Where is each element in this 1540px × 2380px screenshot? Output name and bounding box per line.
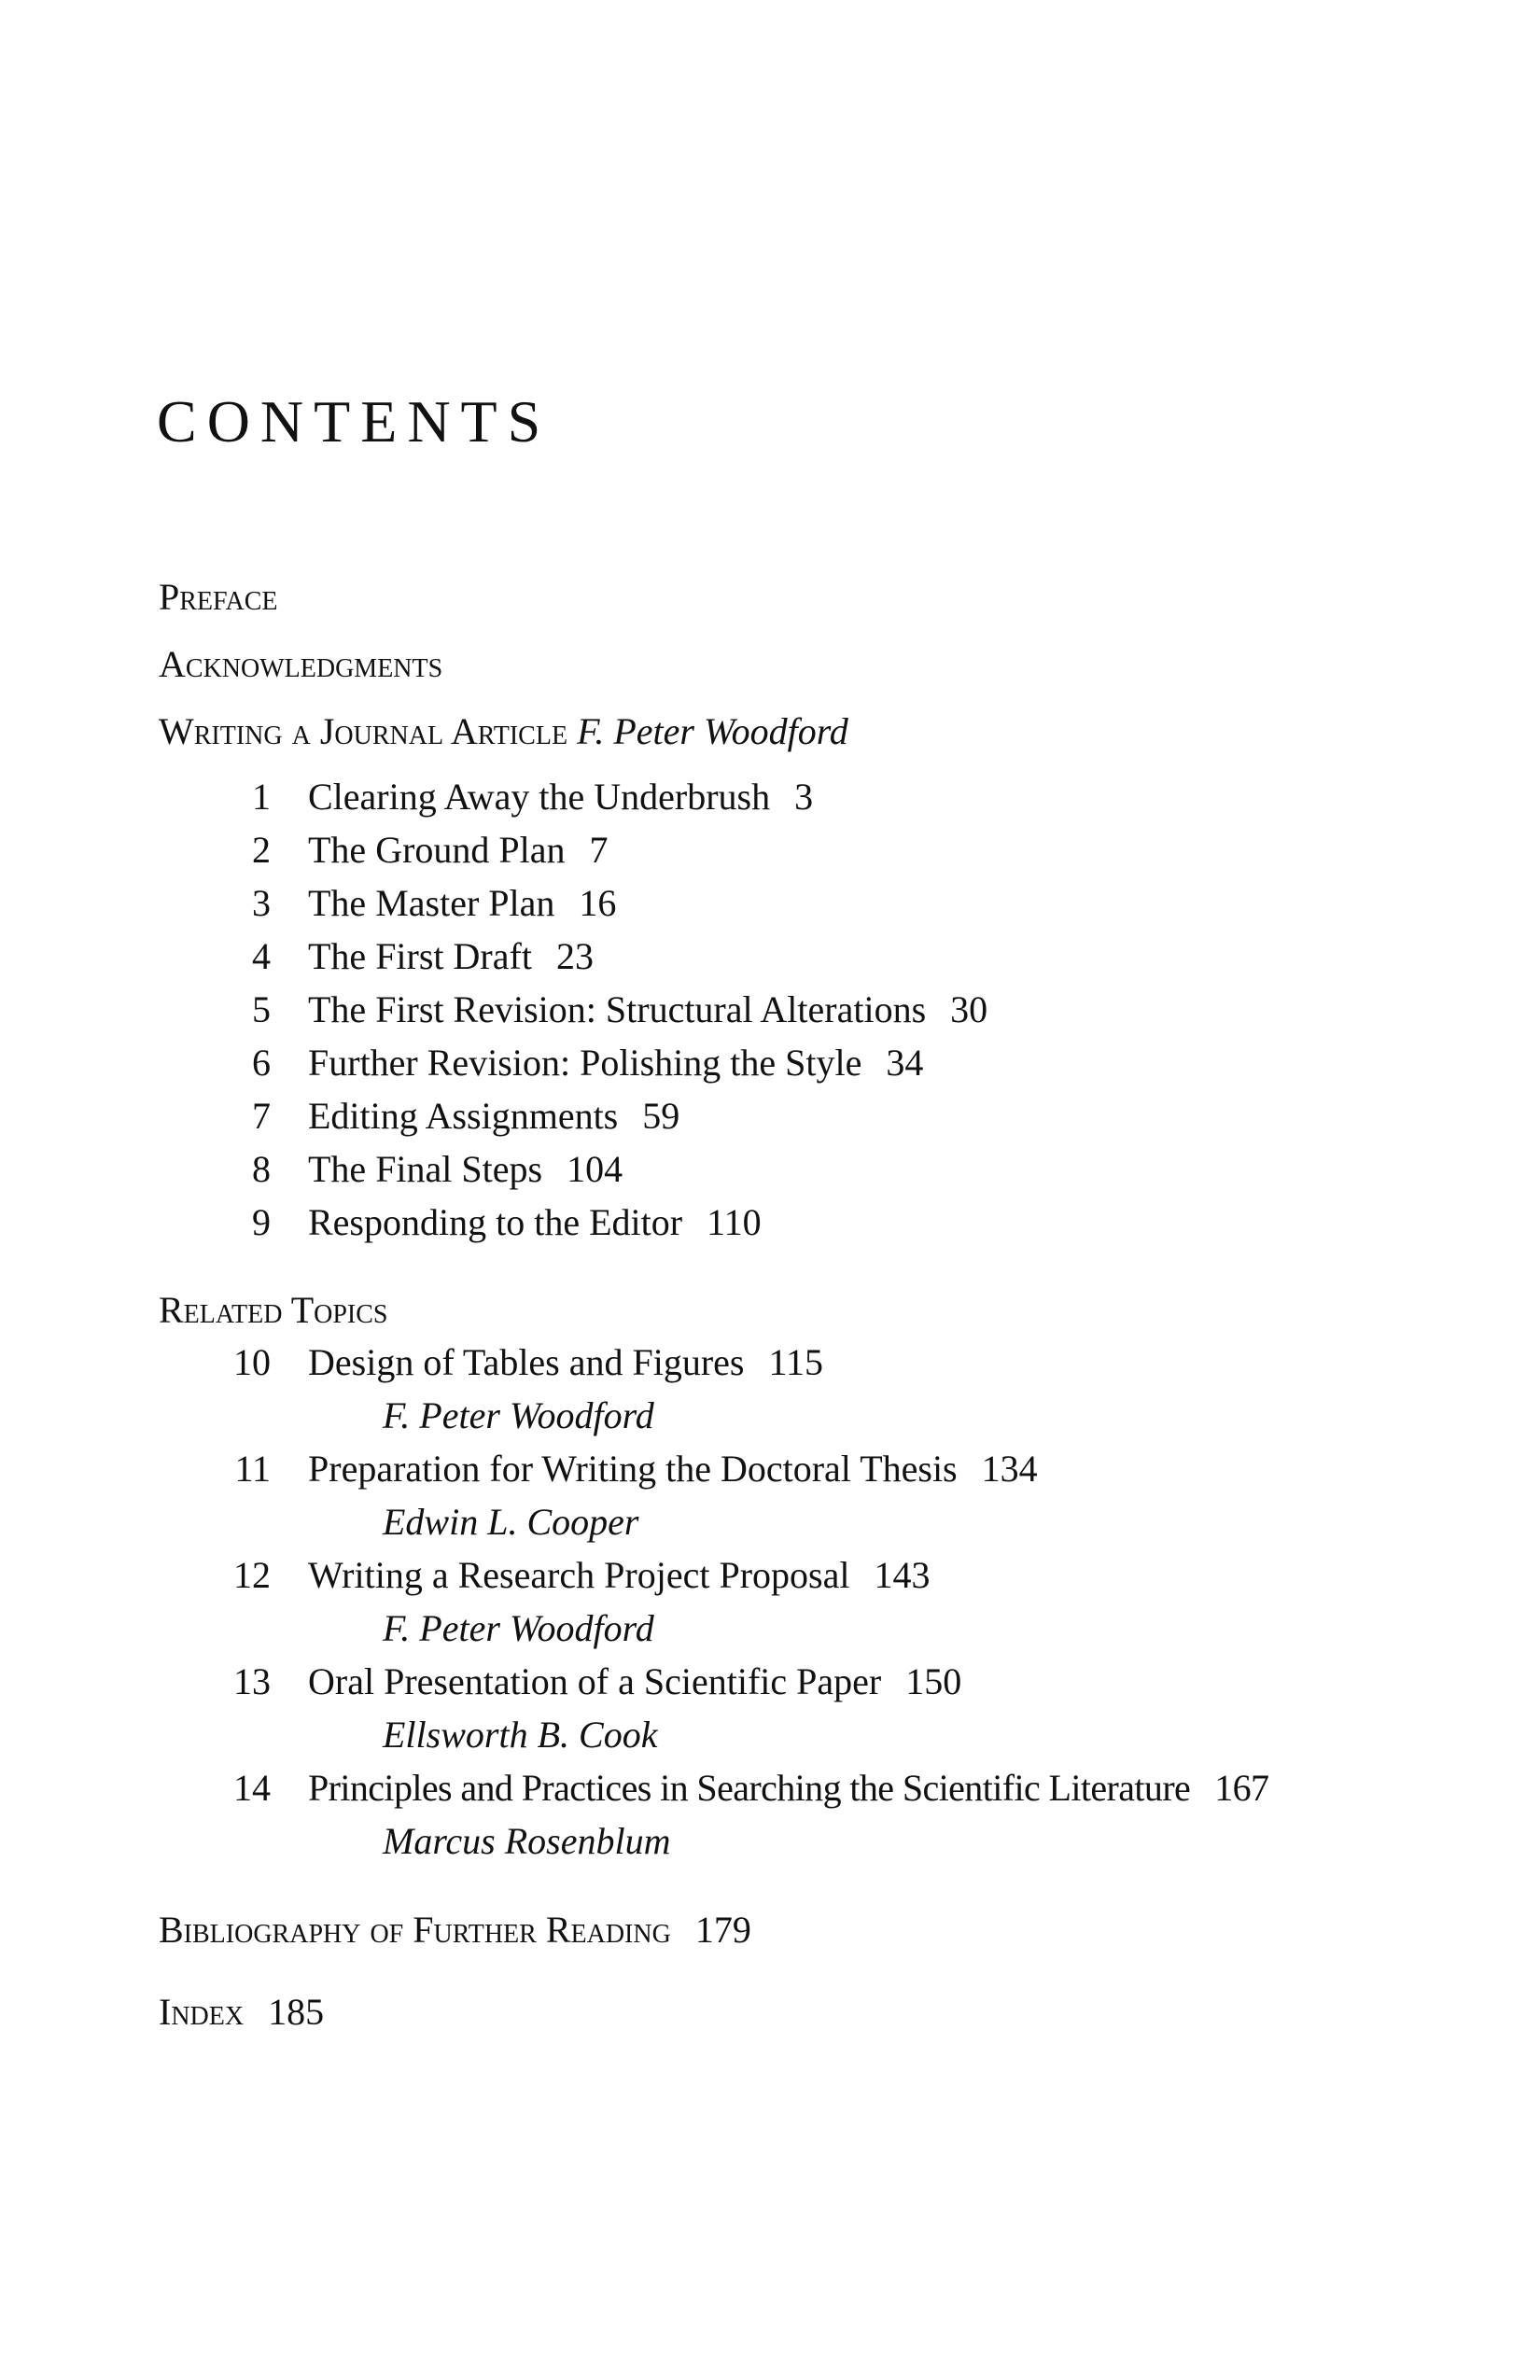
chapter-page: 23 — [555, 935, 594, 977]
chapter-number: 4 — [252, 935, 271, 977]
chapter-page: 110 — [707, 1201, 762, 1243]
chapter-page: 167 — [1214, 1767, 1269, 1809]
part1-heading-label: Writing a Journal Article — [159, 710, 568, 752]
chapter-title: The First Revision: Structural Alterations — [308, 988, 927, 1030]
chapter-title: Clearing Away the Underbrush — [308, 776, 771, 818]
chapter-page: 30 — [950, 988, 988, 1030]
part2-heading: Related Topics — [159, 1289, 388, 1331]
chapter-page: 16 — [579, 882, 617, 924]
chapter-title: Writing a Research Project Proposal — [308, 1554, 850, 1596]
chapter-title: Oral Presentation of a Scientific Paper — [308, 1660, 882, 1702]
chapter-page: 34 — [886, 1042, 924, 1084]
page-title: CONTENTS — [157, 388, 552, 455]
chapter-number: 3 — [252, 882, 271, 924]
chapter-number: 14 — [233, 1767, 271, 1809]
index-label: Index — [159, 1991, 245, 2033]
bibliography-entry — [159, 1911, 751, 1949]
chapter-page: 150 — [905, 1660, 962, 1702]
chapter-title: Principles and Practices in Searching the Scientific Literature — [308, 1767, 1191, 1809]
chapter-author: F. Peter Woodford — [383, 1607, 654, 1649]
chapter-page: 134 — [981, 1448, 1038, 1490]
chapter-page: 3 — [794, 776, 814, 818]
chapter-title: Responding to the Editor — [308, 1201, 683, 1243]
bibliography-page: 179 — [694, 1909, 751, 1951]
chapter-number: 2 — [252, 829, 271, 871]
chapter-page: 59 — [642, 1095, 680, 1137]
acknowledgments-entry: Acknowledgments — [159, 643, 443, 685]
index-entry — [159, 1991, 325, 2033]
chapter-author: F. Peter Woodford — [383, 1394, 654, 1436]
chapter-number: 6 — [252, 1042, 271, 1084]
part1-heading — [159, 710, 848, 752]
chapter-page: 104 — [567, 1148, 623, 1190]
chapter-title: The Ground Plan — [308, 829, 566, 871]
preface-entry: Preface — [159, 576, 278, 618]
chapter-title: The First Draft — [308, 935, 532, 977]
chapter-number: 13 — [233, 1660, 271, 1702]
chapter-number: 8 — [252, 1148, 271, 1190]
chapter-author: Ellsworth B. Cook — [383, 1714, 658, 1756]
chapter-title: Editing Assignments — [308, 1095, 619, 1137]
chapter-title: The Master Plan — [308, 882, 555, 924]
chapter-number: 10 — [233, 1341, 271, 1383]
bibliography-label: Bibliography of Further Reading — [159, 1909, 671, 1951]
chapter-author: Edwin L. Cooper — [383, 1501, 639, 1543]
chapter-number: 12 — [233, 1554, 271, 1596]
chapter-number: 11 — [234, 1448, 271, 1490]
chapter-number: 7 — [252, 1095, 271, 1137]
chapter-title: Further Revision: Polishing the Style — [308, 1042, 862, 1084]
chapter-author: Marcus Rosenblum — [383, 1820, 671, 1862]
index-page: 185 — [268, 1991, 325, 2033]
chapter-number: 9 — [252, 1201, 271, 1243]
chapter-title: Design of Tables and Figures — [308, 1341, 745, 1383]
chapter-number: 1 — [252, 776, 271, 818]
chapter-page: 7 — [589, 829, 609, 871]
chapter-title: Preparation for Writing the Doctoral Thesis — [308, 1448, 958, 1490]
chapter-number: 5 — [252, 988, 271, 1030]
chapter-page: 115 — [768, 1341, 824, 1383]
part1-author: F. Peter Woodford — [577, 710, 848, 752]
chapter-title: The Final Steps — [308, 1148, 543, 1190]
chapter-page: 143 — [874, 1554, 931, 1596]
